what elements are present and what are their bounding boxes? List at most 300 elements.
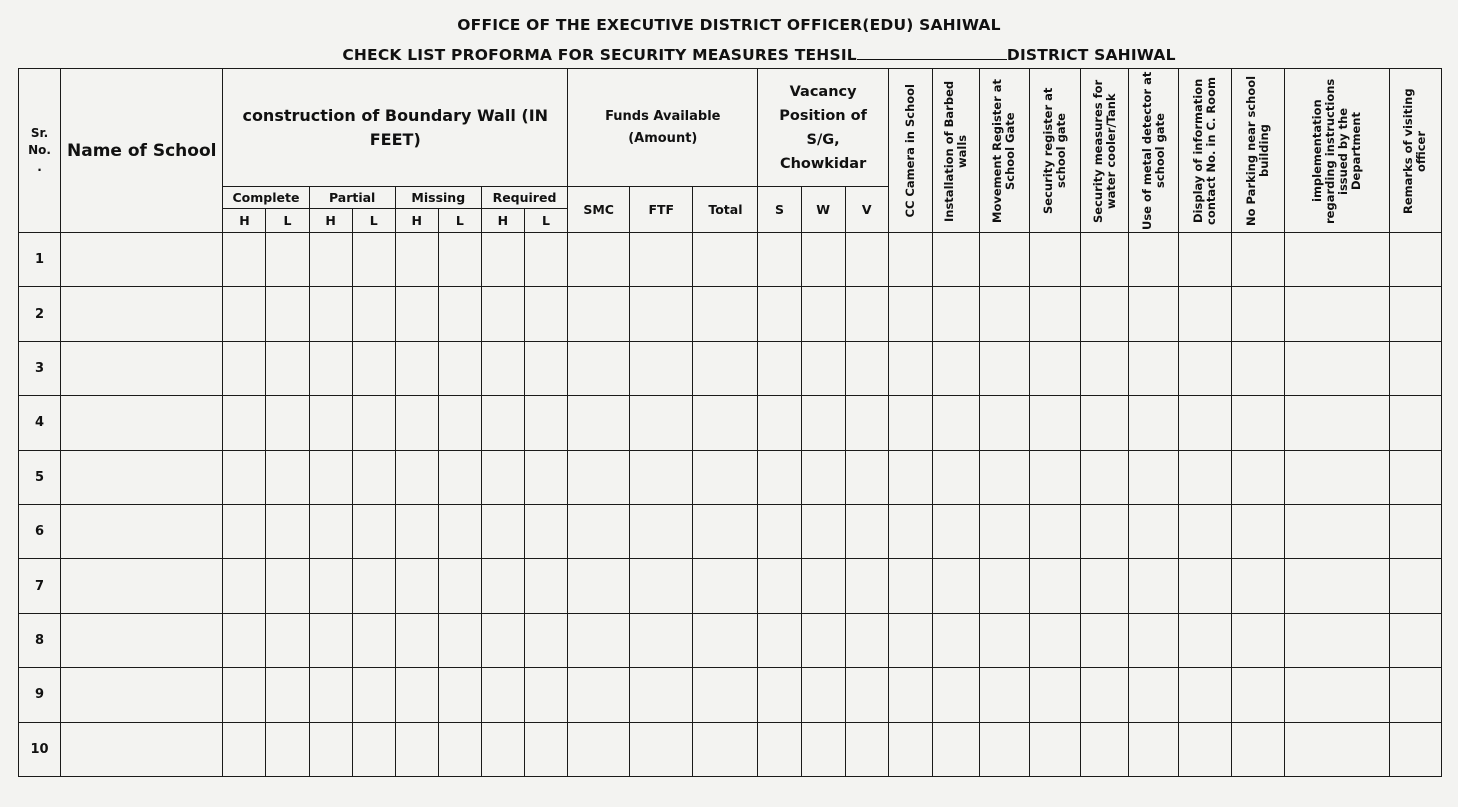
table-cell [395,722,438,776]
table-cell [1232,233,1285,287]
table-cell [524,722,567,776]
table-cell [1029,613,1080,667]
table-cell [309,504,352,558]
table-cell [801,613,845,667]
table-cell [352,668,395,722]
table-cell [979,287,1029,341]
header-movement-register: Movement Register at School Gate [979,69,1029,233]
table-cell [568,613,630,667]
table-cell [1232,504,1285,558]
table-cell [266,233,309,287]
table-cell [568,233,630,287]
table-cell [568,668,630,722]
table-cell [888,341,932,395]
table-cell [932,450,979,504]
table-cell [693,722,758,776]
table-cell [845,559,888,613]
table-cell [1389,504,1441,558]
table-cell [352,450,395,504]
table-cell [758,613,801,667]
table-cell [1232,722,1285,776]
table-cell [223,504,266,558]
table-cell [845,396,888,450]
table-cell [932,559,979,613]
table-cell [1389,233,1441,287]
checklist-table [18,68,1442,777]
table-row [19,287,1442,341]
table-cell [61,396,223,450]
row-number: 9 [19,668,61,722]
table-cell [1029,722,1080,776]
table-cell [266,722,309,776]
table-cell [481,396,524,450]
table-cell [438,341,481,395]
table-cell [1129,450,1179,504]
table-cell [481,559,524,613]
table-cell [932,396,979,450]
row-number: 7 [19,559,61,613]
table-cell [801,233,845,287]
table-cell [61,450,223,504]
table-cell [693,341,758,395]
table-cell [524,450,567,504]
table-cell [1179,722,1232,776]
table-cell [223,722,266,776]
table-cell [845,668,888,722]
table-cell [1129,341,1179,395]
table-cell [438,559,481,613]
table-cell [758,233,801,287]
table-cell [1179,668,1232,722]
table-cell [801,722,845,776]
table-cell [758,450,801,504]
row-number: 3 [19,341,61,395]
header-water-cooler-security: Security measures for water cooler/Tank [1081,69,1129,233]
table-cell [1129,396,1179,450]
table-cell [266,613,309,667]
header-required-h: H [481,209,524,233]
header-missing-l: L [438,209,481,233]
proforma-suffix: DISTRICT SAHIWAL [1006,46,1176,64]
table-cell [1029,341,1080,395]
table-cell [845,341,888,395]
table-cell [979,559,1029,613]
table-cell [568,559,630,613]
table-cell [223,668,266,722]
header-required-l: L [524,209,567,233]
table-cell [932,668,979,722]
table-body [19,233,1442,777]
table-cell [1232,341,1285,395]
table-cell [223,396,266,450]
table-cell [438,504,481,558]
table-cell [266,450,309,504]
header-barbed-walls: Installation of Barbed walls [932,69,979,233]
table-row [19,613,1442,667]
table-cell [888,450,932,504]
table-cell [1129,559,1179,613]
table-cell [888,287,932,341]
table-cell [1232,287,1285,341]
table-cell [693,504,758,558]
table-cell [1285,450,1389,504]
table-cell [979,450,1029,504]
table-cell [1129,722,1179,776]
table-cell [1285,287,1389,341]
table-cell [630,341,693,395]
table-cell [524,504,567,558]
header-boundary-wall: construction of Boundary Wall (IN FEET) [223,69,568,187]
table-cell [438,613,481,667]
table-cell [1232,613,1285,667]
table-cell [979,613,1029,667]
table-cell [758,396,801,450]
table-cell [352,504,395,558]
table-cell [481,668,524,722]
header-cc-camera: CC Camera in School [888,69,932,233]
header-security-register: Security register at school gate [1029,69,1080,233]
table-cell [630,450,693,504]
row-number: 10 [19,722,61,776]
table-cell [801,504,845,558]
table-cell [309,559,352,613]
table-row [19,396,1442,450]
table-cell [1081,450,1129,504]
table-cell [1285,233,1389,287]
header-partial-h: H [309,209,352,233]
tehsil-blank [857,58,1007,60]
header-funds-available: Funds Available (Amount) [568,69,758,187]
table-cell [61,668,223,722]
table-cell [1081,396,1129,450]
table-cell [309,668,352,722]
table-cell [693,287,758,341]
table-cell [888,559,932,613]
table-cell [309,287,352,341]
table-cell [1029,504,1080,558]
table-cell [266,668,309,722]
table-cell [1129,233,1179,287]
table-cell [1081,559,1129,613]
table-cell [888,668,932,722]
table-cell [630,287,693,341]
row-number: 6 [19,504,61,558]
table-cell [266,396,309,450]
table-cell [481,613,524,667]
table-cell [758,504,801,558]
table-cell [1081,613,1129,667]
office-title: OFFICE OF THE EXECUTIVE DISTRICT OFFICER(EDU) SAHIWAL [457,16,1001,34]
table-cell [309,233,352,287]
table-row [19,341,1442,395]
table-cell [352,559,395,613]
table-cell [568,504,630,558]
table-row [19,668,1442,722]
table-cell [932,504,979,558]
table-cell [693,450,758,504]
table-cell [1232,450,1285,504]
table-cell [1029,233,1080,287]
header-partial: Partial [309,187,395,209]
table-cell [438,396,481,450]
table-cell [693,396,758,450]
table-cell [630,233,693,287]
table-cell [223,341,266,395]
table-cell [352,613,395,667]
table-cell [223,287,266,341]
table-cell [568,450,630,504]
header-implementation: implementation regarding instructions issued by the Department [1285,69,1389,233]
table-cell [266,287,309,341]
table-cell [979,396,1029,450]
table-cell [932,613,979,667]
header-total: Total [693,187,758,233]
table-cell [223,233,266,287]
table-cell [1285,668,1389,722]
table-cell [568,341,630,395]
header-metal-detector: Use of metal detector at school gate [1129,69,1179,233]
header-smc: SMC [568,187,630,233]
row-number: 8 [19,613,61,667]
header-s: S [758,187,801,233]
table-cell [1029,668,1080,722]
table-row [19,722,1442,776]
header-contact-display: Display of information contact No. in C. Room [1179,69,1232,233]
table-cell [801,450,845,504]
table-cell [758,341,801,395]
table-cell [438,722,481,776]
table-cell [266,504,309,558]
table-cell [845,233,888,287]
table-cell [481,722,524,776]
table-cell [1179,396,1232,450]
table-cell [395,233,438,287]
table-cell [1179,450,1232,504]
table-cell [630,668,693,722]
table-cell [1081,504,1129,558]
table-cell [395,613,438,667]
table-cell [758,722,801,776]
table-cell [481,287,524,341]
table-cell [309,722,352,776]
table-cell [352,341,395,395]
header-no-parking: No Parking near school building [1232,69,1285,233]
table-cell [1179,341,1232,395]
table-cell [481,504,524,558]
table-row [19,504,1442,558]
table-cell [758,287,801,341]
table-cell [266,559,309,613]
table-cell [845,613,888,667]
table-cell [845,722,888,776]
table-cell [352,287,395,341]
header-sr-no: Sr. No. . [19,69,61,233]
table-cell [395,668,438,722]
table-cell [438,233,481,287]
table-cell [309,613,352,667]
table-cell [395,396,438,450]
table-cell [352,396,395,450]
table-cell [845,450,888,504]
table-cell [630,613,693,667]
table-cell [524,613,567,667]
table-cell [223,559,266,613]
table-cell [1029,396,1080,450]
table-cell [481,450,524,504]
header-w: W [801,187,845,233]
header-complete-l: L [266,209,309,233]
table-cell [1029,450,1080,504]
table-cell [481,341,524,395]
table-cell [524,287,567,341]
table-cell [61,504,223,558]
table-cell [568,287,630,341]
table-cell [1285,613,1389,667]
table-cell [395,341,438,395]
table-row [19,559,1442,613]
table-cell [438,450,481,504]
table-cell [1081,668,1129,722]
table-cell [1081,287,1129,341]
header-complete: Complete [223,187,309,209]
proforma-prefix: CHECK LIST PROFORMA FOR SECURITY MEASURES TEHSIL [342,46,857,64]
table-cell [1081,722,1129,776]
table-cell [693,559,758,613]
table-cell [801,559,845,613]
table-cell [801,396,845,450]
table-cell [1179,287,1232,341]
table-cell [1129,668,1179,722]
table-cell [979,722,1029,776]
header-name-of-school: Name of School [61,69,223,233]
table-cell [395,450,438,504]
table-cell [979,668,1029,722]
table-cell [1179,233,1232,287]
table-cell [481,233,524,287]
table-cell [1285,559,1389,613]
table-row [19,233,1442,287]
table-cell [395,559,438,613]
table-cell [758,668,801,722]
table-cell [223,450,266,504]
table-cell [630,504,693,558]
table-cell [1389,668,1441,722]
table-cell [1389,559,1441,613]
table-cell [1029,559,1080,613]
header-vacancy-position: Vacancy Position of S/G, Chowkidar [758,69,888,187]
table-cell [61,722,223,776]
table-cell [1129,287,1179,341]
table-cell [524,559,567,613]
table-cell [801,341,845,395]
table-cell [61,613,223,667]
table-cell [888,722,932,776]
table-cell [1285,396,1389,450]
row-number: 5 [19,450,61,504]
table-cell [1389,613,1441,667]
table-cell [758,559,801,613]
table-cell [1232,668,1285,722]
header-missing: Missing [395,187,481,209]
table-cell [801,668,845,722]
table-cell [61,341,223,395]
table-cell [845,287,888,341]
table-cell [1285,722,1389,776]
table-cell [630,722,693,776]
table-cell [61,233,223,287]
table-cell [932,722,979,776]
table-cell [524,668,567,722]
table-cell [693,233,758,287]
header-partial-l: L [352,209,395,233]
table-cell [1179,559,1232,613]
table-cell [1389,450,1441,504]
table-cell [1285,504,1389,558]
header-complete-h: H [223,209,266,233]
row-number: 1 [19,233,61,287]
table-cell [352,722,395,776]
table-cell [932,287,979,341]
table-cell [524,233,567,287]
table-cell [888,504,932,558]
table-cell [524,396,567,450]
table-cell [1179,613,1232,667]
table-cell [223,613,266,667]
table-cell [1129,613,1179,667]
table-cell [979,233,1029,287]
table-cell [630,559,693,613]
header-required: Required [481,187,567,209]
table-cell [568,722,630,776]
table-cell [61,287,223,341]
table-cell [1389,396,1441,450]
table-cell [568,396,630,450]
table-cell [801,287,845,341]
table-cell [438,668,481,722]
table-cell [693,613,758,667]
table-cell [395,504,438,558]
table-cell [1232,396,1285,450]
table-cell [1285,341,1389,395]
row-number: 4 [19,396,61,450]
table-cell [309,450,352,504]
table-cell [524,341,567,395]
proforma-title [0,46,1458,64]
table-cell [1389,341,1441,395]
table-cell [1389,287,1441,341]
table-cell [932,341,979,395]
header-missing-h: H [395,209,438,233]
table-cell [693,668,758,722]
table-cell [395,287,438,341]
table-cell [309,341,352,395]
table-cell [438,287,481,341]
table-cell [888,233,932,287]
row-number: 2 [19,287,61,341]
table-cell [1179,504,1232,558]
table-cell [352,233,395,287]
table-cell [630,396,693,450]
header-remarks: Remarks of visiting officer [1389,69,1441,233]
table-cell [266,341,309,395]
header-v: V [845,187,888,233]
table-cell [979,341,1029,395]
table-row [19,450,1442,504]
table-cell [888,613,932,667]
table-cell [888,396,932,450]
table-cell [1081,341,1129,395]
table-cell [61,559,223,613]
